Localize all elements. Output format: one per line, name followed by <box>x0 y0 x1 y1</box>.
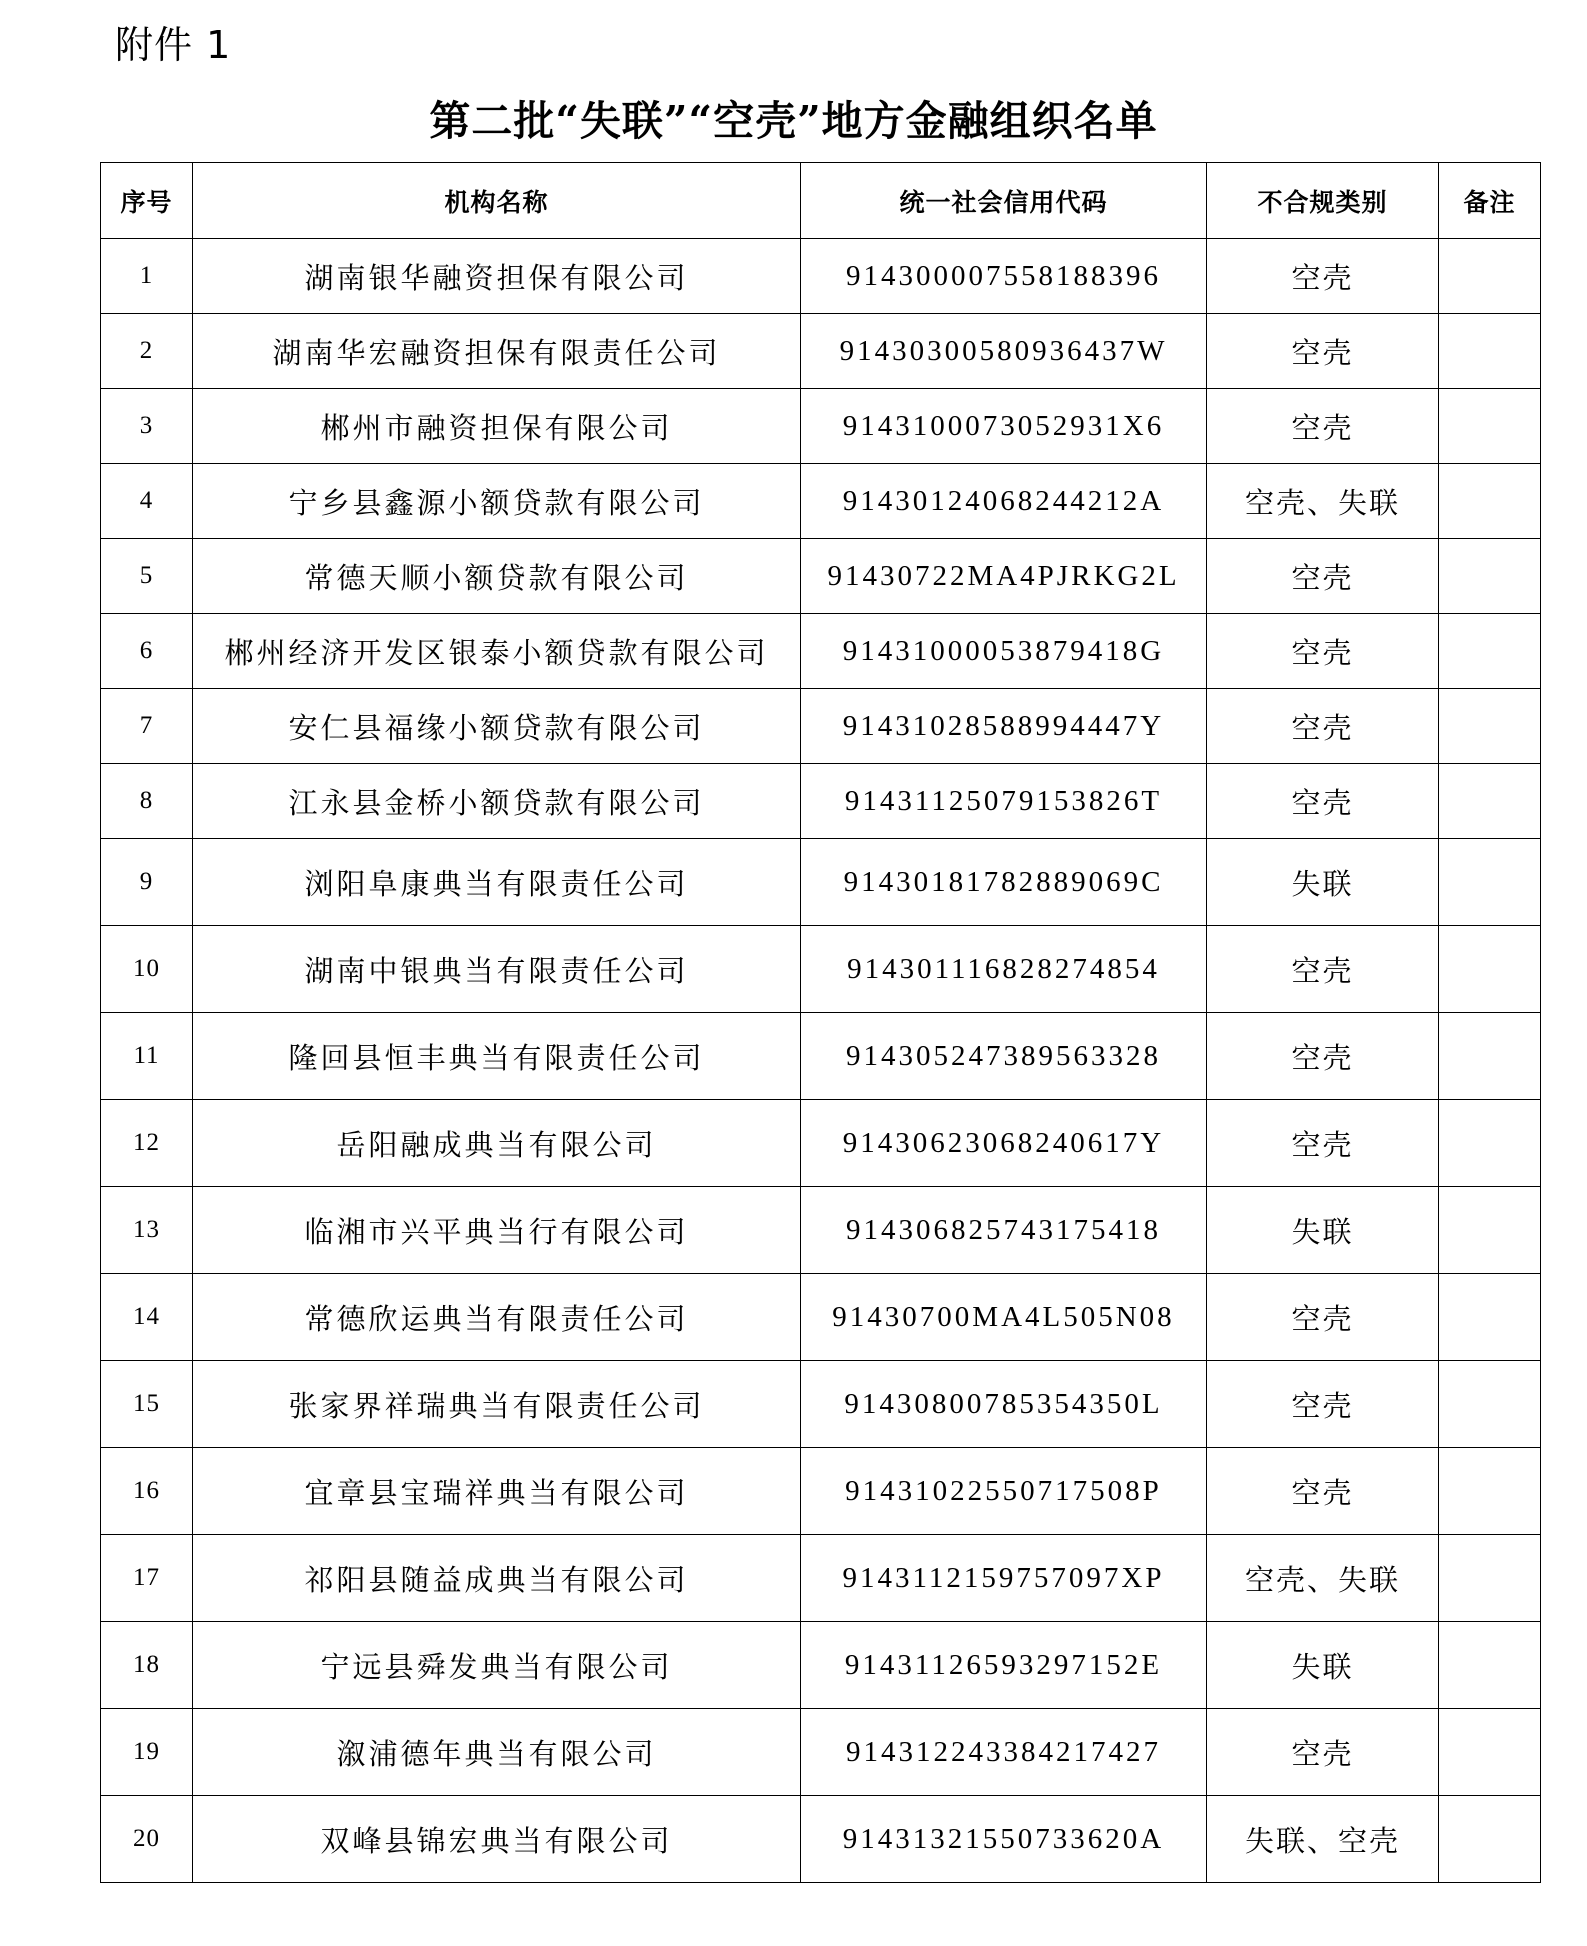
row-name: 溆浦德年典当有限公司 <box>193 1709 801 1796</box>
row-name: 湖南华宏融资担保有限责任公司 <box>193 314 801 389</box>
row-no: 15 <box>101 1361 193 1448</box>
row-note <box>1439 464 1541 539</box>
row-note <box>1439 839 1541 926</box>
row-code: 914305247389563328 <box>801 1013 1207 1100</box>
row-code: 91431028588994447Y <box>801 689 1207 764</box>
table-row <box>101 464 1541 539</box>
row-code: 91430722MA4PJRKG2L <box>801 539 1207 614</box>
row-code: 91431125079153826T <box>801 764 1207 839</box>
row-type: 失联 <box>1207 1187 1439 1274</box>
document-title: 第二批“失联”“空壳”地方金融组织名单 <box>429 97 1158 145</box>
table-row <box>101 1013 1541 1100</box>
table-row <box>101 314 1541 389</box>
row-type: 失联 <box>1207 839 1439 926</box>
table-row <box>101 926 1541 1013</box>
row-note <box>1439 239 1541 314</box>
row-note <box>1439 764 1541 839</box>
row-type: 空壳 <box>1207 1013 1439 1100</box>
row-no: 8 <box>101 764 193 839</box>
attachment-label: 附件 1 <box>115 23 232 67</box>
table-row <box>101 1187 1541 1274</box>
table-row <box>101 839 1541 926</box>
row-code: 91430181782889069C <box>801 839 1207 926</box>
row-code: 91430124068244212A <box>801 464 1207 539</box>
row-note <box>1439 1448 1541 1535</box>
table-row <box>101 1448 1541 1535</box>
row-type: 空壳 <box>1207 314 1439 389</box>
row-type: 空壳 <box>1207 239 1439 314</box>
row-note <box>1439 1013 1541 1100</box>
row-no: 4 <box>101 464 193 539</box>
row-name: 郴州经济开发区银泰小额贷款有限公司 <box>193 614 801 689</box>
row-type: 失联 <box>1207 1622 1439 1709</box>
row-code: 91431126593297152E <box>801 1622 1207 1709</box>
row-type: 空壳 <box>1207 389 1439 464</box>
row-no: 10 <box>101 926 193 1013</box>
row-name: 湖南中银典当有限责任公司 <box>193 926 801 1013</box>
row-no: 19 <box>101 1709 193 1796</box>
row-name: 常德天顺小额贷款有限公司 <box>193 539 801 614</box>
row-no: 5 <box>101 539 193 614</box>
row-type: 空壳 <box>1207 926 1439 1013</box>
row-type: 空壳、失联 <box>1207 464 1439 539</box>
row-no: 7 <box>101 689 193 764</box>
row-name: 湖南银华融资担保有限公司 <box>193 239 801 314</box>
row-code: 914306825743175418 <box>801 1187 1207 1274</box>
row-note <box>1439 926 1541 1013</box>
row-code: 914301116828274854 <box>801 926 1207 1013</box>
header-no: 序号 <box>101 163 193 239</box>
row-note <box>1439 1535 1541 1622</box>
table-header-row <box>101 163 1541 239</box>
row-type: 空壳 <box>1207 614 1439 689</box>
row-name: 安仁县福缘小额贷款有限公司 <box>193 689 801 764</box>
row-code: 91430800785354350L <box>801 1361 1207 1448</box>
row-note <box>1439 539 1541 614</box>
table-row <box>101 389 1541 464</box>
row-no: 3 <box>101 389 193 464</box>
header-code: 统一社会信用代码 <box>801 163 1207 239</box>
header-name: 机构名称 <box>193 163 801 239</box>
row-type: 空壳 <box>1207 1361 1439 1448</box>
row-code: 914300007558188396 <box>801 239 1207 314</box>
row-note <box>1439 1100 1541 1187</box>
row-type: 空壳 <box>1207 1274 1439 1361</box>
row-note <box>1439 1709 1541 1796</box>
row-name: 临湘市兴平典当行有限公司 <box>193 1187 801 1274</box>
table-row <box>101 1622 1541 1709</box>
row-code: 91430623068240617Y <box>801 1100 1207 1187</box>
row-type: 空壳 <box>1207 689 1439 764</box>
row-note <box>1439 689 1541 764</box>
row-no: 20 <box>101 1796 193 1883</box>
table-row <box>101 239 1541 314</box>
row-code: 91430700MA4L505N08 <box>801 1274 1207 1361</box>
row-type: 空壳 <box>1207 764 1439 839</box>
row-name: 宜章县宝瑞祥典当有限公司 <box>193 1448 801 1535</box>
table-body <box>101 239 1541 1883</box>
row-code: 914312243384217427 <box>801 1709 1207 1796</box>
row-no: 16 <box>101 1448 193 1535</box>
row-name: 常德欣运典当有限责任公司 <box>193 1274 801 1361</box>
row-no: 9 <box>101 839 193 926</box>
row-code: 91431022550717508P <box>801 1448 1207 1535</box>
row-note <box>1439 1361 1541 1448</box>
table-row <box>101 1796 1541 1883</box>
row-name: 张家界祥瑞典当有限责任公司 <box>193 1361 801 1448</box>
row-no: 17 <box>101 1535 193 1622</box>
row-type: 空壳、失联 <box>1207 1535 1439 1622</box>
row-note <box>1439 389 1541 464</box>
row-no: 12 <box>101 1100 193 1187</box>
row-code: 91431000053879418G <box>801 614 1207 689</box>
row-name: 祁阳县随益成典当有限公司 <box>193 1535 801 1622</box>
row-name: 宁远县舜发典当有限公司 <box>193 1622 801 1709</box>
row-name: 隆回县恒丰典当有限责任公司 <box>193 1013 801 1100</box>
row-no: 14 <box>101 1274 193 1361</box>
row-type: 失联、空壳 <box>1207 1796 1439 1883</box>
header-type: 不合规类别 <box>1207 163 1439 239</box>
row-note <box>1439 1187 1541 1274</box>
table-row <box>101 1709 1541 1796</box>
row-type: 空壳 <box>1207 539 1439 614</box>
table-row <box>101 1100 1541 1187</box>
row-note <box>1439 1274 1541 1361</box>
row-no: 1 <box>101 239 193 314</box>
row-name: 浏阳阜康典当有限责任公司 <box>193 839 801 926</box>
organization-table <box>100 162 1541 1883</box>
table-row <box>101 764 1541 839</box>
table-row <box>101 689 1541 764</box>
row-no: 6 <box>101 614 193 689</box>
header-note: 备注 <box>1439 163 1541 239</box>
row-no: 13 <box>101 1187 193 1274</box>
row-no: 2 <box>101 314 193 389</box>
table-row <box>101 1535 1541 1622</box>
row-code: 91431321550733620A <box>801 1796 1207 1883</box>
row-name: 郴州市融资担保有限公司 <box>193 389 801 464</box>
row-note <box>1439 1622 1541 1709</box>
table-row <box>101 539 1541 614</box>
row-note <box>1439 614 1541 689</box>
table-row <box>101 1274 1541 1361</box>
row-name: 宁乡县鑫源小额贷款有限公司 <box>193 464 801 539</box>
row-note <box>1439 314 1541 389</box>
row-no: 11 <box>101 1013 193 1100</box>
row-type: 空壳 <box>1207 1448 1439 1535</box>
row-name: 双峰县锦宏典当有限公司 <box>193 1796 801 1883</box>
row-code: 9143112159757097XP <box>801 1535 1207 1622</box>
row-type: 空壳 <box>1207 1709 1439 1796</box>
row-code: 9143100073052931X6 <box>801 389 1207 464</box>
row-no: 18 <box>101 1622 193 1709</box>
row-type: 空壳 <box>1207 1100 1439 1187</box>
row-note <box>1439 1796 1541 1883</box>
row-code: 91430300580936437W <box>801 314 1207 389</box>
table-row <box>101 614 1541 689</box>
table-row <box>101 1361 1541 1448</box>
row-name: 江永县金桥小额贷款有限公司 <box>193 764 801 839</box>
row-name: 岳阳融成典当有限公司 <box>193 1100 801 1187</box>
